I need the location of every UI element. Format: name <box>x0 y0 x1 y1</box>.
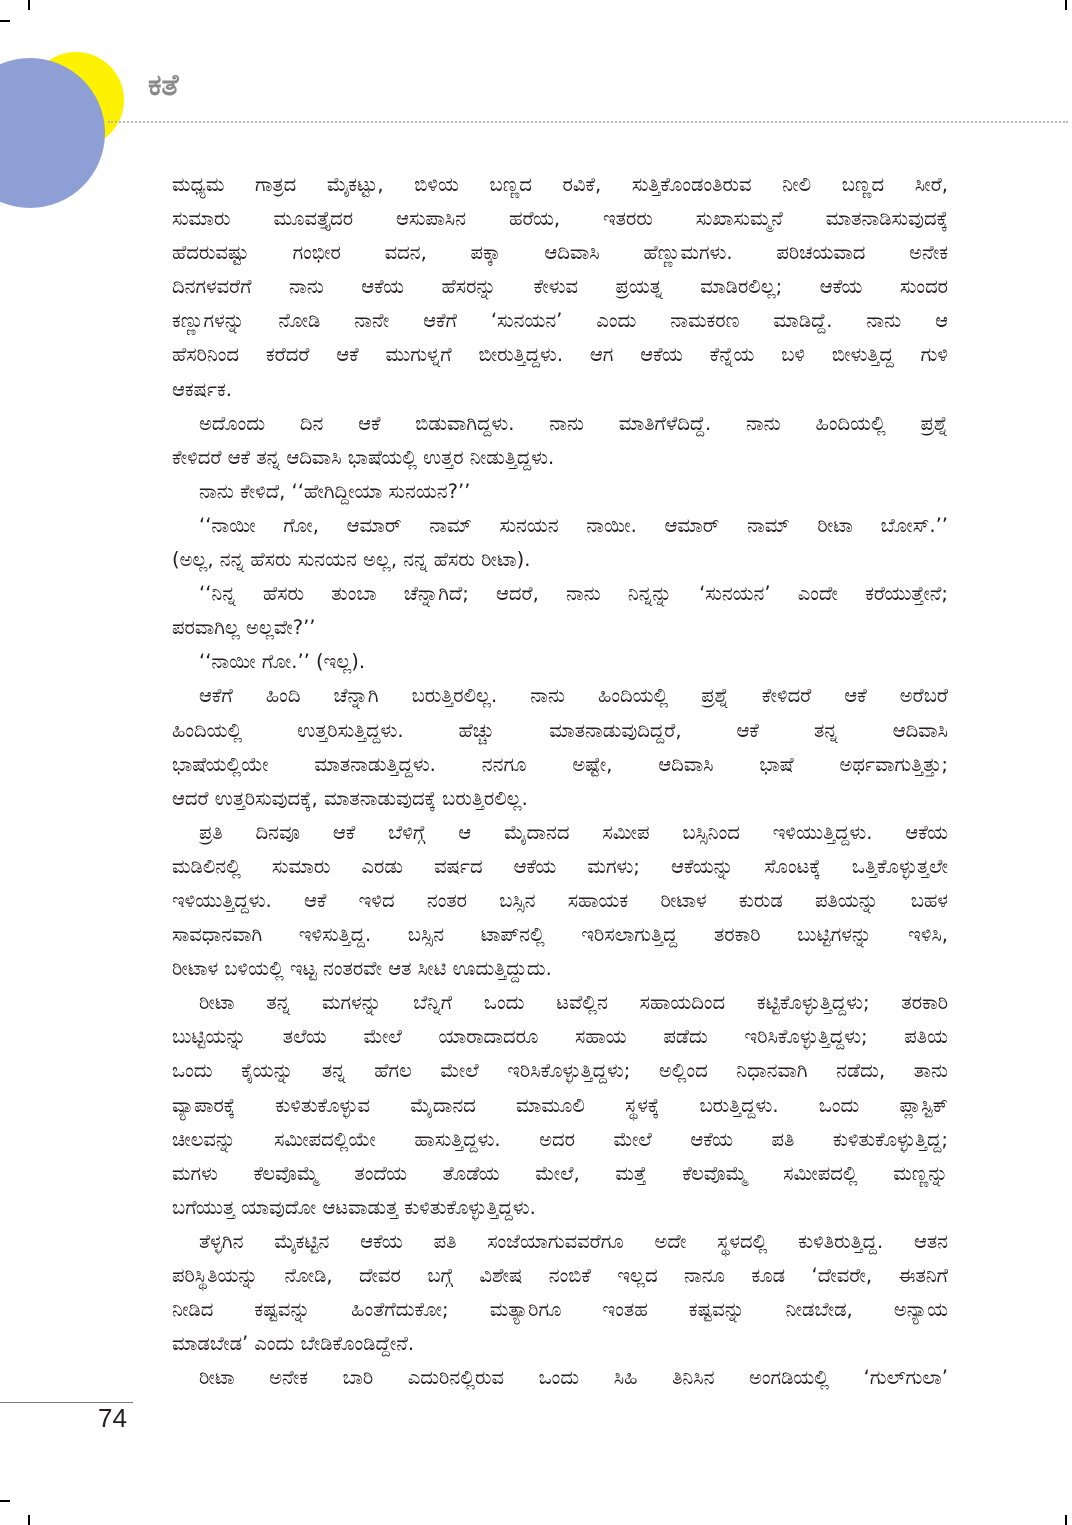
text-line: ರೀಟಾಳ ಬಳಿಯಲ್ಲಿ ಇಟ್ಟ ನಂತರವೇ ಆತ ಸೀಟಿ ಊದುತ್ತಿದ್ದುದು. <box>172 957 552 981</box>
text-line: ಕಣ್ಣುಗಳನ್ನು ನೋಡಿ ನಾನೇ ಆಕೆಗೆ ‘ಸುನಯನ’ ಎಂದು ನಾಮಕರಣ ಮಾಡಿದ್ದೆ. ನಾನು ಆ <box>172 309 948 333</box>
text-line: ಆಕೆಗೆ ಹಿಂದಿ ಚೆನ್ನಾಗಿ ಬರುತ್ತಿರಲಿಲ್ಲ. ನಾನು ಹಿಂದಿಯಲ್ಲಿ ಪ್ರಶ್ನೆ ಕೇಳಿದರೆ ಆಕೆ ಅರೆಬರೆ <box>199 684 948 708</box>
crop-mark <box>1065 0 1067 10</box>
text-line: ಆದರೆ ಉತ್ತರಿಸುವುದಕ್ಕೆ, ಮಾತನಾಡುವುದಕ್ಕೆ ಬರುತ್ತಿರಲಿಲ್ಲ. <box>172 786 528 810</box>
crop-mark <box>0 1500 10 1502</box>
text-line: ಬಗೆಯುತ್ತ ಯಾವುದೋ ಆಟವಾಡುತ್ತ ಕುಳಿತುಕೊಳ್ಳುತ್ತಿದ್ದಳು. <box>172 1195 536 1219</box>
text-line: ‘‘ನಾಯೀ ಗೋ, ಆಮಾರ್ ನಾಮ್ ಸುನಯನ ನಾಯೀ. ಆಮಾರ್ ನಾಮ್ ರೀಟಾ ಬೋಸ್.’’ <box>199 513 948 537</box>
text-line: ದಿನಗಳವರೆಗೆ ನಾನು ಆಕೆಯ ಹೆಸರನ್ನು ಕೇಳುವ ಪ್ರಯತ್ನ ಮಾಡಿರಲಿಲ್ಲ; ಆಕೆಯ ಸುಂದರ <box>172 275 948 299</box>
text-line: ಕೇಳಿದರೆ ಆಕೆ ತನ್ನ ಆದಿವಾಸಿ ಭಾಷೆಯಲ್ಲಿ ಉತ್ತರ ನೀಡುತ್ತಿದ್ದಳು. <box>172 445 555 469</box>
crop-mark <box>28 1515 30 1525</box>
text-line: ಪರಿಸ್ಥಿತಿಯನ್ನು ನೋಡಿ, ದೇವರ ಬಗ್ಗೆ ವಿಶೇಷ ನಂಬಿಕೆ ಇಲ್ಲದ ನಾನೂ ಕೂಡ ‘ದೇವರೇ, ಈತನಿಗೆ <box>172 1264 948 1287</box>
text-line: ನೀಡಿದ ಕಷ್ಟವನ್ನು ಹಿಂತೆಗೆದುಕೋ; ಮತ್ಯಾರಿಗೂ ಇಂತಹ ಕಷ್ಟವನ್ನು ನೀಡಬೇಡ, ಅನ್ಯಾಯ <box>172 1298 948 1322</box>
page-number: 74 <box>98 1403 127 1433</box>
text-line: ‘‘ನಿನ್ನ ಹೆಸರು ತುಂಬಾ ಚೆನ್ನಾಗಿದೆ; ಆದರೆ, ನಾನು ನಿನ್ನನ್ನು ‘ಸುನಯನ’ ಎಂದೇ ಕರೆಯುತ್ತೇನೆ; <box>199 582 948 606</box>
text-line: ಆಕರ್ಷಕ. <box>172 377 232 401</box>
text-line: ಹೆಸರಿನಿಂದ ಕರೆದರೆ ಆಕೆ ಮುಗುಳ್ನಗೆ ಬೀರುತ್ತಿದ್ದಳು. ಆಗ ಆಕೆಯ ಕೆನ್ನೆಯ ಬಳಿ ಬೀಳುತ್ತಿದ್ದ ಗುಳಿ <box>172 343 948 367</box>
text-line: ರೀಟಾ ತನ್ನ ಮಗಳನ್ನು ಬೆನ್ನಿಗೆ ಒಂದು ಟವೆಲ್ಲಿನ ಸಹಾಯದಿಂದ ಕಟ್ಟಿಕೊಳ್ಳುತ್ತಿದ್ದಳು; ತರಕಾರಿ <box>199 991 948 1015</box>
section-title: ಕತೆ <box>148 68 179 103</box>
text-line: ‘‘ನಾಯೀ ಗೋ.’’ (ಇಲ್ಲ). <box>199 650 366 674</box>
text-line: (ಅಲ್ಲ, ನನ್ನ ಹೆಸರು ಸುನಯನ ಅಲ್ಲ, ನನ್ನ ಹೆಸರು ರೀಟಾ). <box>172 548 531 572</box>
text-line: ನಾನು ಕೇಳಿದೆ, ‘‘ಹೇಗಿದ್ದೀಯಾ ಸುನಯನ?’’ <box>199 479 471 503</box>
crop-mark <box>0 20 10 22</box>
text-line: ಹಿಂದಿಯಲ್ಲಿ ಉತ್ತರಿಸುತ್ತಿದ್ದಳು. ಹೆಚ್ಚು ಮಾತನಾಡುವುದಿದ್ದರೆ, ಆಕೆ ತನ್ನ ಆದಿವಾಸಿ <box>172 718 948 742</box>
text-line: ಪರವಾಗಿಲ್ಲ ಅಲ್ಲವೇ?’’ <box>172 616 316 640</box>
text-line: ಅದೊಂದು ದಿನ ಆಕೆ ಬಿಡುವಾಗಿದ್ದಳು. ನಾನು ಮಾತಿಗೆಳೆದಿದ್ದೆ. ನಾನು ಹಿಂದಿಯಲ್ಲಿ ಪ್ರಶ್ನೆ <box>199 411 948 435</box>
crop-mark <box>1065 1515 1067 1525</box>
text-line: ಮಧ್ಯಮ ಗಾತ್ರದ ಮೈಕಟ್ಟು, ಬಿಳಿಯ ಬಣ್ಣದ ರವಿಕೆ, ಸುತ್ತಿಕೊಂಡಂತಿರುವ ನೀಲಿ ಬಣ್ಣದ ಸೀರೆ, <box>172 173 948 196</box>
text-line: ಮಡಿಲಿನಲ್ಲಿ ಸುಮಾರು ಎರಡು ವರ್ಷದ ಆಕೆಯ ಮಗಳು; ಆಕೆಯನ್ನು ಸೊಂಟಕ್ಕೆ ಒತ್ತಿಕೊಳ್ಳುತ್ತಲೇ <box>172 854 948 878</box>
text-line: ತೆಳ್ಳಗಿನ ಮೈಕಟ್ಟಿನ ಆಕೆಯ ಪತಿ ಸಂಜೆಯಾಗುವವರೆಗೂ ಅದೇ ಸ್ಥಳದಲ್ಲಿ ಕುಳಿತಿರುತ್ತಿದ್ದ. ಆತನ <box>199 1229 948 1253</box>
text-line: ಮಗಳು ಕೆಲವೊಮ್ಮೆ ತಂದೆಯ ತೊಡೆಯ ಮೇಲೆ, ಮತ್ತೆ ಕೆಲವೊಮ್ಮೆ ಸಮೀಪದಲ್ಲಿ ಮಣ್ಣನ್ನು <box>172 1161 948 1185</box>
story-body <box>172 168 948 1395</box>
text-line: ವ್ಯಾಪಾರಕ್ಕೆ ಕುಳಿತುಕೊಳ್ಳುವ ಮೈದಾನದ ಮಾಮೂಲಿ ಸ್ಥಳಕ್ಕೆ ಬರುತ್ತಿದ್ದಳು. ಒಂದು ಪ್ಲಾಸ್ಟಿಕ್ <box>172 1093 948 1117</box>
text-line: ಮಾಡಬೇಡ’ ಎಂದು ಬೇಡಿಕೊಂಡಿದ್ದೇನೆ. <box>172 1332 415 1356</box>
text-line: ರೀಟಾ ಅನೇಕ ಬಾರಿ ಎದುರಿನಲ್ಲಿರುವ ಒಂದು ಸಿಹಿ ತಿನಿಸಿನ ಅಂಗಡಿಯಲ್ಲಿ ‘ಗುಲ್‌ಗುಲಾ’ <box>199 1366 948 1390</box>
text-line: ಬುಟ್ಟಿಯನ್ನು ತಲೆಯ ಮೇಲೆ ಯಾರಾದಾದರೂ ಸಹಾಯ ಪಡೆದು ಇರಿಸಿಕೊಳ್ಳುತ್ತಿದ್ದಳು; ಪತಿಯ <box>172 1025 948 1049</box>
text-line: ಒಂದು ಕೈಯನ್ನು ತನ್ನ ಹೆಗಲ ಮೇಲೆ ಇರಿಸಿಕೊಳ್ಳುತ್ತಿದ್ದಳು; ಅಲ್ಲಿಂದ ನಿಧಾನವಾಗಿ ನಡೆದು, ತಾನು <box>172 1059 948 1083</box>
crop-mark <box>28 0 30 10</box>
text-line: ಸುಮಾರು ಮೂವತ್ತೈದರ ಆಸುಪಾಸಿನ ಹರೆಯ, ಇತರರು ಸುಖಾಸುಮ್ಮನೆ ಮಾತನಾಡಿಸುವುದಕ್ಕೆ <box>172 207 948 231</box>
text-line: ಚೀಲವನ್ನು ಸಮೀಪದಲ್ಲಿಯೇ ಹಾಸುತ್ತಿದ್ದಳು. ಅದರ ಮೇಲೆ ಆಕೆಯ ಪತಿ ಕುಳಿತುಕೊಳ್ಳುತ್ತಿದ್ದ; <box>172 1127 948 1151</box>
text-line: ಸಾವಧಾನವಾಗಿ ಇಳಿಸುತ್ತಿದ್ದ. ಬಸ್ಸಿನ ಟಾಪ್‌ನಲ್ಲಿ ಇರಿಸಲಾಗುತ್ತಿದ್ದ ತರಕಾರಿ ಬುಟ್ಟಿಗಳನ್ನು ಇಳಿಸಿ, <box>172 923 948 947</box>
text-line: ಹೆದರುವಷ್ಟು ಗಂಭೀರ ವದನ, ಪಕ್ಕಾ ಆದಿವಾಸಿ ಹೆಣ್ಣುಮಗಳು. ಪರಿಚಯವಾದ ಅನೇಕ <box>172 241 948 265</box>
text-line: ಭಾಷೆಯಲ್ಲಿಯೇ ಮಾತನಾಡುತ್ತಿದ್ದಳು. ನನಗೂ ಅಷ್ಟೇ, ಆದಿವಾಸಿ ಭಾಷೆ ಅರ್ಥವಾಗುತ್ತಿತ್ತು; <box>172 752 948 776</box>
text-line: ಇಳಿಯುತ್ತಿದ್ದಳು. ಆಕೆ ಇಳಿದ ನಂತರ ಬಸ್ಸಿನ ಸಹಾಯಕ ರೀಟಾಳ ಕುರುಡ ಪತಿಯನ್ನು ಬಹಳ <box>172 888 948 912</box>
text-line: ಪ್ರತಿ ದಿನವೂ ಆಕೆ ಬೆಳಿಗ್ಗೆ ಆ ಮೈದಾನದ ಸಮೀಪ ಬಸ್ಸಿನಿಂದ ಇಳಿಯುತ್ತಿದ್ದಳು. ಆಕೆಯ <box>199 820 948 844</box>
dotted-divider <box>108 121 1068 123</box>
